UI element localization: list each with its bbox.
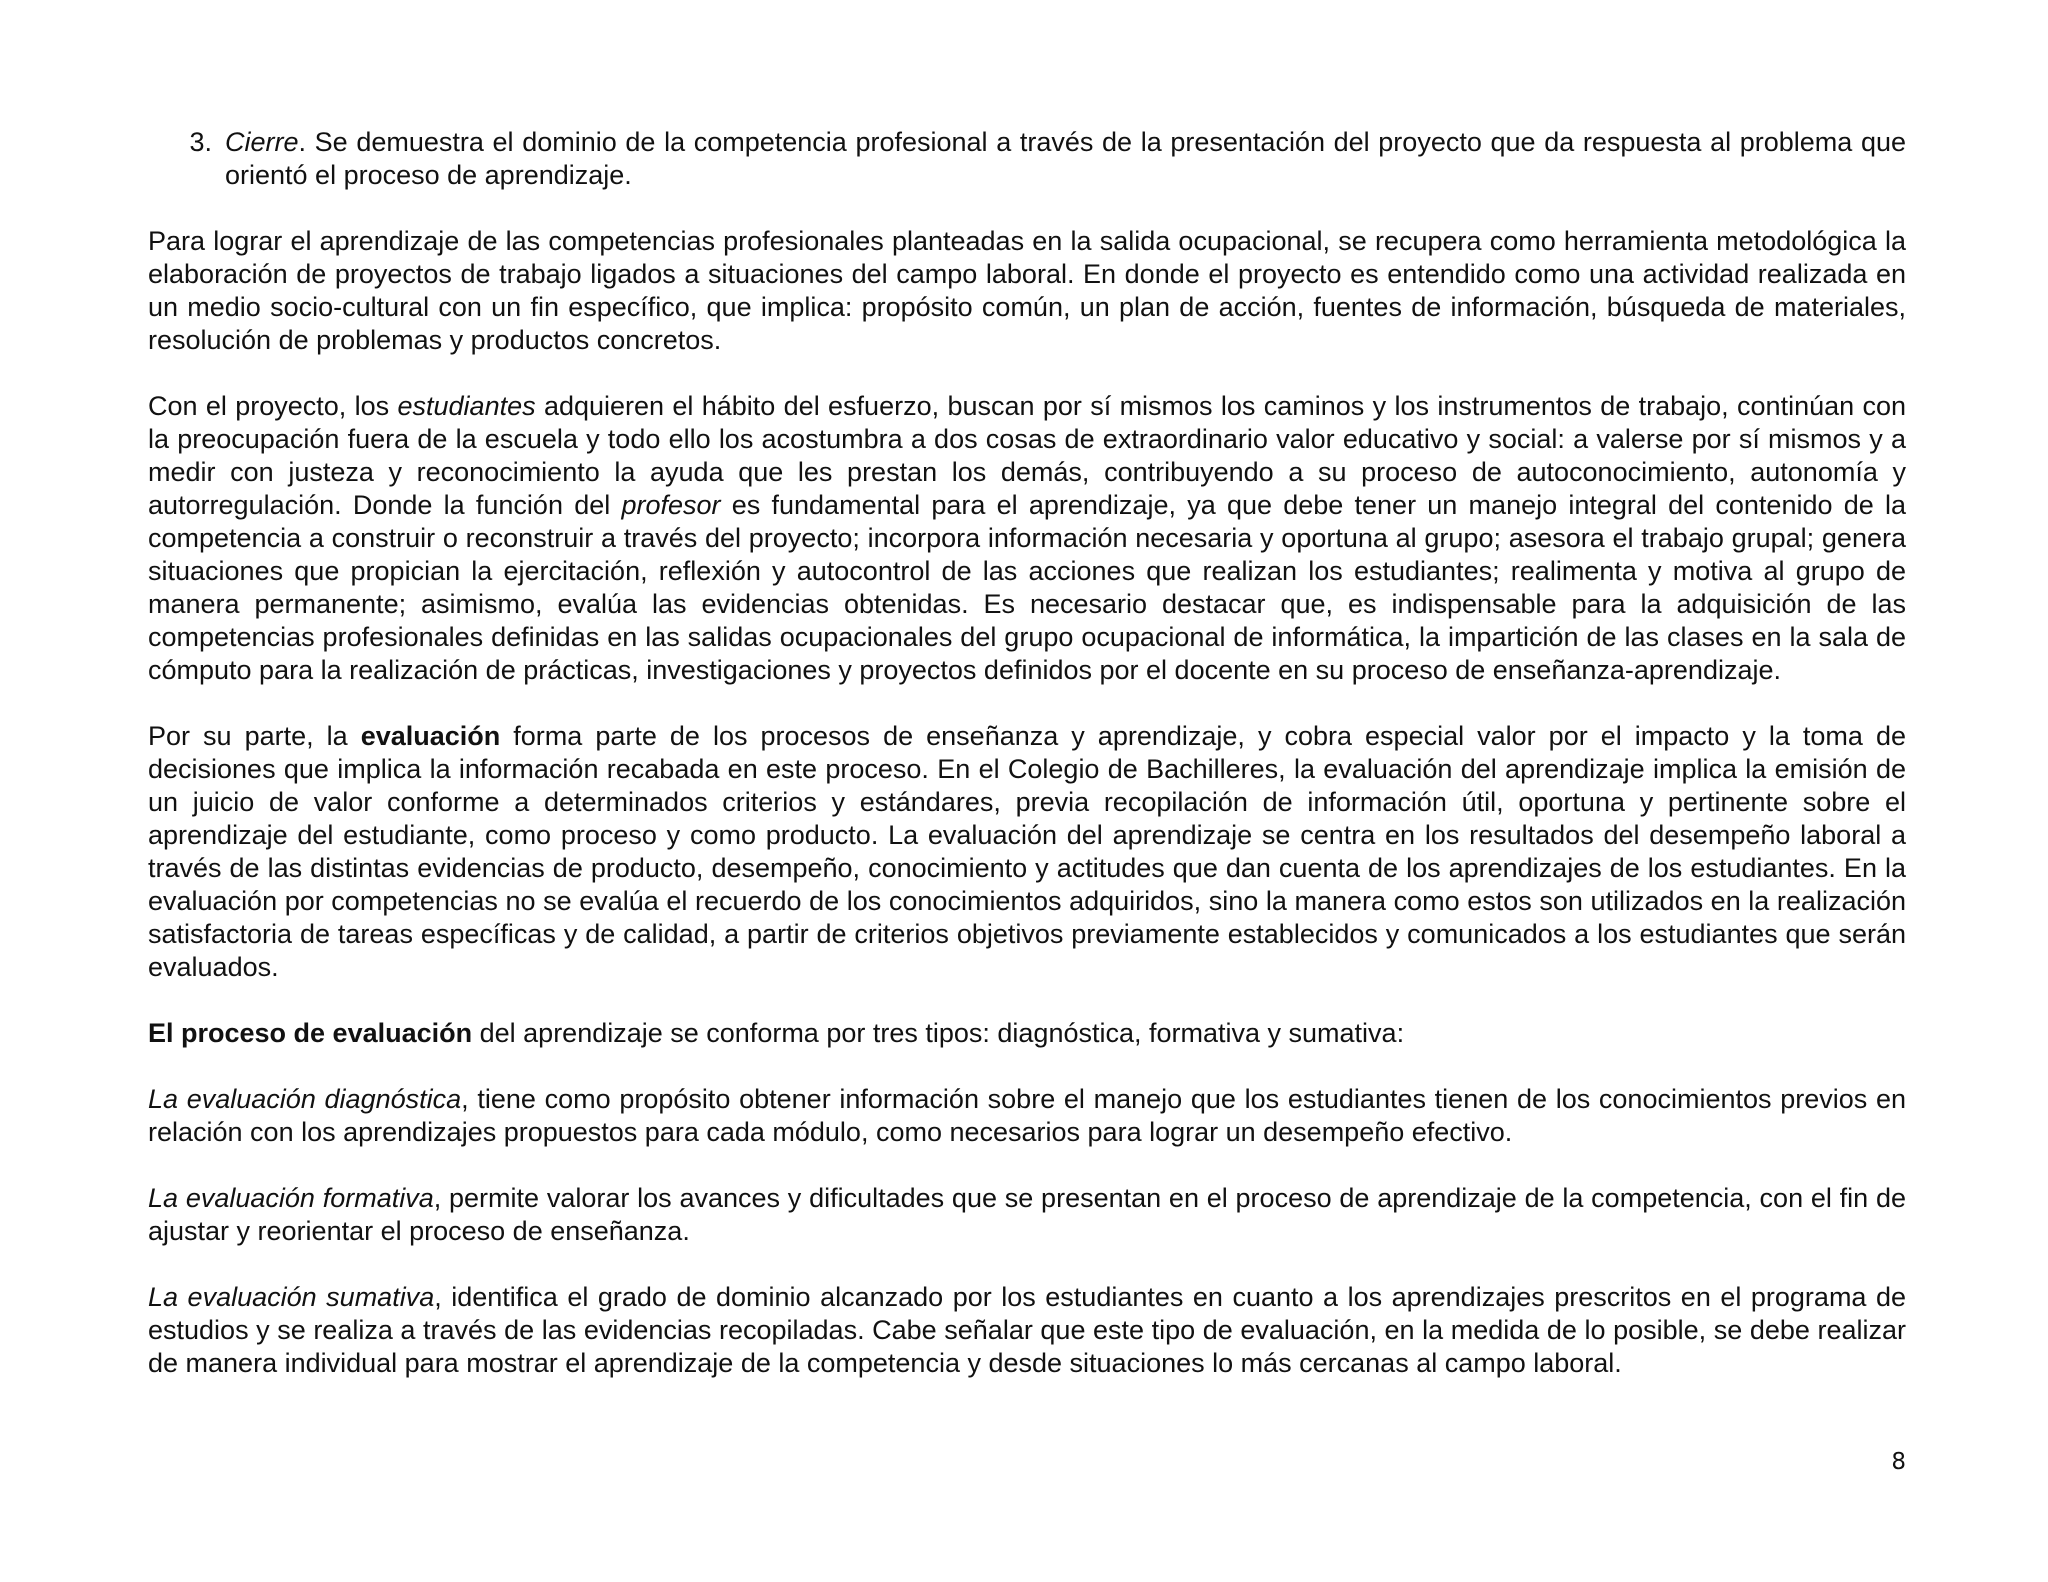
emphasis-diagnostica: La evaluación diagnóstica [148,1084,462,1114]
list-item-term: Cierre [225,127,299,157]
paragraph-text: , permite valorar los avances y dificultades que se presentan en el proceso de aprendizaje de la competencia, con el fin de ajustar y reorientar el proceso de enseñanza. [148,1183,1906,1246]
document-page [148,126,1906,1413]
paragraph-formativa [148,1182,1906,1248]
paragraph-proceso-evaluacion [148,1017,1906,1050]
bold-proceso-evaluacion: El proceso de evaluación [148,1018,473,1048]
paragraph-text: , identifica el grado de dominio alcanzado por los estudiantes en cuanto a los aprendizajes prescritos en el programa de estudios y se realiza a través de las evidencias recopiladas. Cabe señalar que este tipo de evaluación, en la medida de lo posible, se debe realizar de manera individual para mostrar el aprendizaje de la competencia y desde situaciones lo más cercanas al campo laboral. [148,1282,1907,1378]
paragraph-text: Con el proyecto, los [148,391,398,421]
paragraph-evaluacion [148,720,1906,984]
paragraph-estudiantes-profesor [148,390,1906,687]
paragraph-text: , tiene como propósito obtener información sobre el manejo que los estudiantes tienen de los conocimientos previos en relación con los aprendizajes propuestos para cada módulo, como necesarios para lograr un desempeño efectivo. [148,1084,1906,1147]
emphasis-sumativa: La evaluación sumativa [148,1282,435,1312]
list-item-cierre [148,126,1906,192]
emphasis-estudiantes: estudiantes [397,391,536,421]
emphasis-profesor: profesor [621,490,721,520]
paragraph-text: es fundamental para el aprendizaje, ya que debe tener un manejo integral del contenido de la competencia a construir o reconstruir a través del proyecto; incorpora información necesaria y oportuna al grupo; asesora el trabajo grupal; genera situaciones que propician la ejercitación, reflexión y autocontrol de las acciones que realizan los estudiantes; realimenta y motiva al grupo de manera permanente; asimismo, evalúa las evidencias obtenidas. Es necesario destacar que, es indispensable para la adquisición de las competencias profesionales definidas en las salidas ocupacionales del grupo ocupacional de informática, la impartición de las clases en la sala de cómputo para la realización de prácticas, investigaciones y proyectos definidos por el docente en su proceso de enseñanza-aprendizaje. [148,490,1906,685]
emphasis-formativa: La evaluación formativa [148,1183,434,1213]
bold-evaluacion: evaluación [360,721,501,751]
list-item-body: . Se demuestra el dominio de la competencia profesional a través de la presentación del proyecto que da respuesta al problema que orientó el proceso de aprendizaje. [225,127,1906,190]
paragraph-diagnostica [148,1083,1906,1149]
paragraph-proyectos: Para lograr el aprendizaje de las competencias profesionales planteadas en la salida ocupacional, se recupera como herramienta metodológica la elaboración de proyectos de trabajo ligados a situaciones del campo laboral. En donde el proyecto es entendido como una actividad realizada en un medio socio-cultural con un fin específico, que implica: propósito común, un plan de acción, fuentes de información, búsqueda de materiales, resolución de problemas y productos concretos. [148,226,1906,355]
paragraph-sumativa [148,1281,1906,1380]
list-item-text [225,126,1906,192]
paragraph-text: Por su parte, la [148,721,361,751]
page-number: 8 [1891,1449,1906,1475]
paragraph-text: forma parte de los procesos de enseñanza y aprendizaje, y cobra especial valor por el impacto y la toma de decisiones que implica la información recabada en este proceso. En el Colegio de Bachilleres, la evaluación del aprendizaje implica la emisión de un juicio de valor conforme a determinados criterios y estándares, previa recopilación de información útil, oportuna y pertinente sobre el aprendizaje del estudiante, como proceso y como producto. La evaluación del aprendizaje se centra en los resultados del desempeño laboral a través de las distintas evidencias de producto, desempeño, conocimiento y actitudes que dan cuenta de los aprendizajes de los estudiantes. En la evaluación por competencias no se evalúa el recuerdo de los conocimientos adquiridos, sino la manera como estos son utilizados en la realización satisfactoria de tareas específicas y de calidad, a partir de criterios objetivos previamente establecidos y comunicados a los estudiantes que serán evaluados. [148,721,1906,982]
paragraph-text: del aprendizaje se conforma por tres tipos: diagnóstica, formativa y sumativa: [472,1018,1405,1048]
list-number: 3. [189,127,212,157]
paragraph-text: adquieren el hábito del esfuerzo, buscan por sí mismos los caminos y los instrumentos de trabajo, continúan con la preocupación fuera de la escuela y todo ello los acostumbra a dos cosas de extraordinario valor educativo y social: a valerse por sí mismos y a medir con justeza y reconocimiento la ayuda que les prestan los demás, contribuyendo a su proceso de autoconocimiento, autonomía y autorregulación. Donde la función del [148,391,1907,520]
